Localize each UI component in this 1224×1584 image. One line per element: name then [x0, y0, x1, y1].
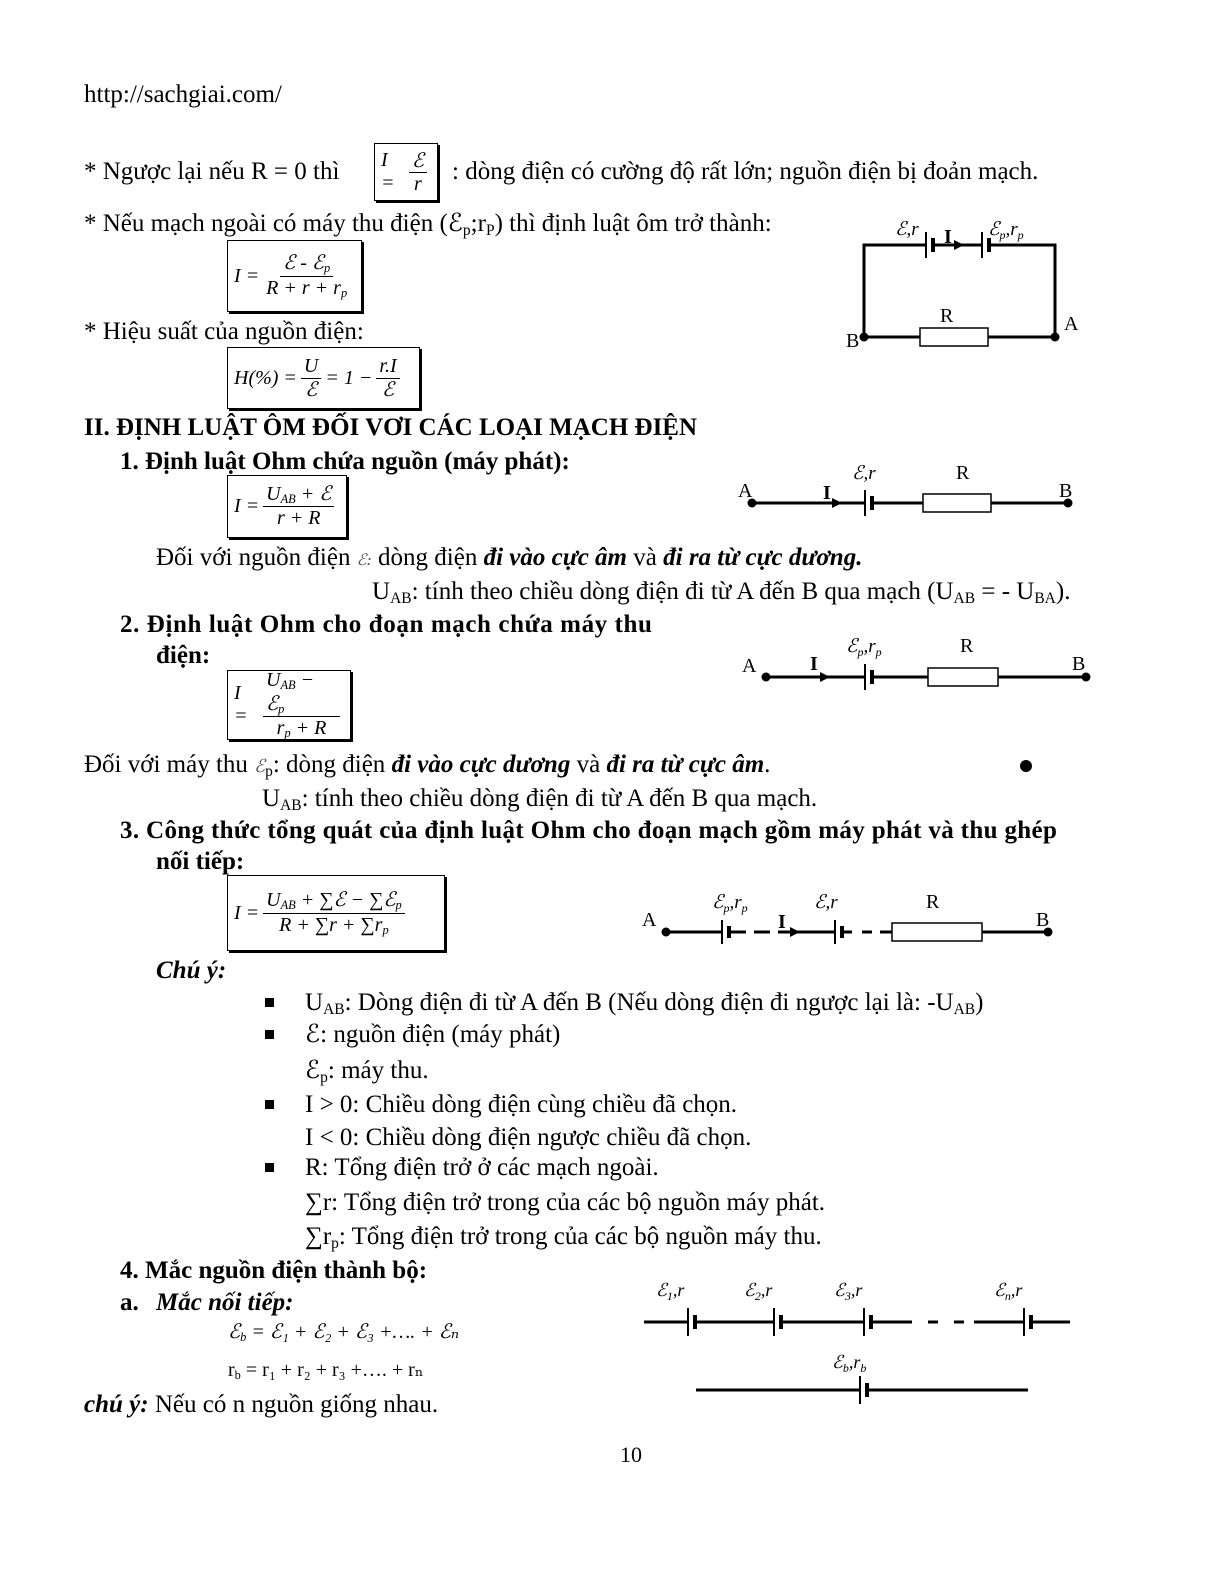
- subsection-4a-title: Mắc nối tiếp:: [156, 1289, 294, 1316]
- header-url: http://sachgiai.com/: [84, 81, 282, 108]
- subsection-2-title-l1: 2. Định luật Ohm cho đoạn mạch chứa máy thu: [120, 611, 653, 638]
- bullet-icon: [265, 1163, 274, 1172]
- current-arrow-icon: [832, 498, 842, 508]
- resistor-label: R: [940, 305, 954, 327]
- svg-text:A: A: [742, 655, 757, 677]
- formula-short-circuit: [374, 143, 438, 201]
- svg-text:ℰn,r: ℰ$_n$,r: [994, 1280, 1023, 1303]
- subsection-3-title-l1: 3. Công thức tổng quát của định luật Ohm cho đoạn mạch gồm máy phát và thu ghép: [120, 817, 1058, 844]
- section-heading: II. ĐỊNH LUẬT ÔM ĐỐI VƠI CÁC LOẠI MẠCH ĐIỆN: [84, 414, 698, 441]
- svg-text:A: A: [642, 909, 657, 931]
- formula-general: I = $\frac{U_{AB} + \sum ℰ - \sum ℰ_p}{R + \sum r + \sum r_p}$: [227, 875, 445, 951]
- note-source: ℰ: nguồn điện (máy phát): [305, 1021, 561, 1048]
- circuit-receiver-segment: [730, 630, 1110, 700]
- receiver-uab-note: $U_{AB}$: tính theo chiều dòng điện đi từ A đến B qua mạch.: [262, 785, 818, 814]
- svg-text:B: B: [1036, 909, 1050, 931]
- note-receiver: ℰ$_p$: máy thu.: [305, 1057, 429, 1086]
- series-emf-equation: ℰ$_b$ = ℰ₁ + ℰ₂ + ℰ₃ +…. + ℰₙ: [228, 1321, 459, 1345]
- svg-text:R: R: [926, 891, 940, 913]
- svg-text:ℰ3,r: ℰ$_3$,r: [834, 1280, 863, 1303]
- note-current-negative: I < 0: Chiều dòng điện ngược chiều đã chọn.: [305, 1124, 752, 1151]
- page-number: 10: [620, 1442, 642, 1467]
- svg-text:R: R: [960, 635, 974, 657]
- svg-text:ℰ2,r: ℰ$_2$,r: [744, 1280, 773, 1303]
- svg-text:A: A: [738, 480, 753, 502]
- subsection-1-title: 1. Định luật Ohm chứa nguồn (máy phát):: [120, 448, 570, 475]
- subsection-4a-label: a.: [120, 1289, 139, 1316]
- note-current-positive: I > 0: Chiều dòng điện cùng chiều đã chọn.: [305, 1091, 738, 1118]
- node-b-dot: [860, 333, 869, 342]
- bullet-icon: [265, 998, 274, 1007]
- svg-text:ℰ,r: ℰ,r: [852, 463, 876, 484]
- svg-text:ℰb,rb: $ℰ_b,r_b$: [832, 1352, 867, 1375]
- circuit-source-segment: [730, 455, 1090, 525]
- source-label: ℰ,r: [895, 219, 919, 240]
- svg-text:ℰ,r: ℰ,r: [814, 892, 838, 913]
- node-a-label: A: [1064, 313, 1079, 335]
- formula-receiver: I = $\frac{ℰ - ℰ_p}{R + r + r_p}$: [227, 240, 362, 312]
- current-arrow-icon: [820, 672, 830, 682]
- note-resistance: R: Tổng điện trở ở các mạch ngoài.: [305, 1154, 659, 1181]
- svg-text:I: I: [778, 911, 786, 933]
- source-note: Đối với nguồn điện ℰ: dòng điện đi vào cực âm và đi ra từ cực dương.: [156, 544, 863, 571]
- note-uab: $U_{AB}$: Dòng điện đi từ A đến B (Nếu dòng điện đi ngược lại là: $-U_{AB}$): [305, 989, 984, 1018]
- notes-title: Chú ý:: [156, 957, 227, 984]
- series-r-equation: $r_b = r_1 + r_2 + r_3$ +…. + rₙ: [228, 1359, 424, 1383]
- note-internal-rp: $\sum r_p$: Tổng điện trở trong của các bộ nguồn máy thu.: [305, 1223, 822, 1252]
- source-uab-note: $U_{AB}$: tính theo chiều dòng điện đi từ A đến B qua mạch ($U_{AB}$ = - $U_{BA}$).: [372, 578, 1071, 607]
- intro-line2: * Nếu mạch ngoài có máy thu điện $(ℰ_p;r_P)$ thì định luật ôm trở thành:: [84, 210, 772, 239]
- svg-text:I: I: [810, 653, 818, 675]
- circuit-series-battery: [636, 1270, 1086, 1410]
- node-a-dot: [1051, 333, 1060, 342]
- receiver-label: $ℰ_p,r_p$: [988, 219, 1024, 242]
- subsection-3-title-l2: nối tiếp:: [156, 848, 245, 875]
- formula-den: r: [414, 172, 422, 195]
- svg-text:ℰ1,r: ℰ$_1$,r: [656, 1280, 685, 1303]
- node-b-label: B: [846, 330, 860, 352]
- formula-receiver-segment: I = $\frac{U_{AB} - ℰ_p}{r_p + R}$: [227, 670, 351, 740]
- intro-line1-post: : dòng điện có cường độ rất lớn; nguồn điện bị đoản mạch.: [452, 158, 1039, 185]
- svg-text:ℰp,rp: $ℰ_p,r_p$: [846, 636, 882, 659]
- bullet-icon: [265, 1100, 274, 1109]
- current-arrow-icon: [954, 240, 964, 250]
- svg-text:ℰp,rp: $ℰ_p,r_p$: [712, 892, 748, 915]
- svg-text:B: B: [1059, 480, 1073, 502]
- formula-lhs: I =: [381, 149, 395, 194]
- subsection-2-title-l2: điện:: [156, 642, 211, 669]
- circuit-closed-loop: [840, 210, 1100, 355]
- svg-text:R: R: [956, 462, 970, 484]
- current-arrow-icon: [790, 927, 800, 937]
- formula-source: I = $\frac{U_{AB} + ℰ}{r + R}$: [227, 475, 347, 538]
- stray-dot: [1020, 760, 1032, 772]
- current-label: I: [944, 226, 952, 248]
- formula-num: ℰ: [409, 149, 427, 173]
- subsection-4-title: 4. Mắc nguồn điện thành bộ:: [120, 1257, 428, 1284]
- formula-efficiency: H(%) = $\frac{U}{\text{ℰ}}$ = 1 − $\frac{r.I}{\text{ℰ}}$: [227, 347, 420, 409]
- svg-text:I: I: [823, 482, 831, 504]
- intro-line3: * Hiệu suất của nguồn điện:: [84, 318, 364, 345]
- series-note: chú ý: Nếu có n nguồn giống nhau.: [84, 1391, 439, 1418]
- intro-line1-pre: * Ngược lại nếu R = 0 thì: [84, 158, 340, 185]
- note-internal-r: ∑r: Tổng điện trở trong của các bộ nguồn máy phát.: [305, 1189, 826, 1216]
- svg-text:B: B: [1072, 653, 1086, 675]
- receiver-note: Đối với máy thu ℰ$_p$: dòng điện đi vào cực dương và đi ra từ cực âm.: [84, 751, 771, 780]
- bullet-icon: [265, 1030, 274, 1039]
- circuit-general-segment: [636, 880, 1076, 960]
